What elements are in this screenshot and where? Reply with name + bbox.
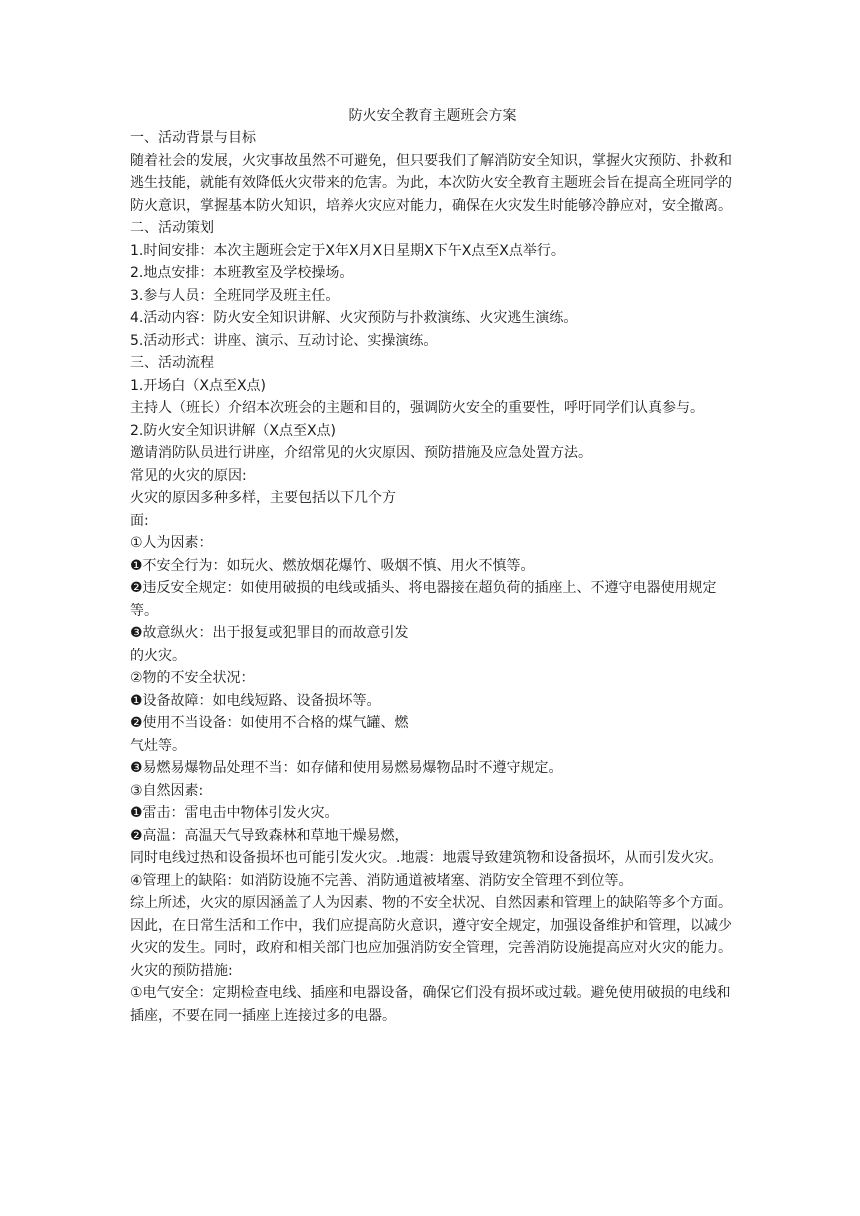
paragraph-background: 随着社会的发展，火灾事故虽然不可避免，但只要我们了解消防安全知识，掌握火灾预防、扑救和逃生技能，就能有效降低火灾带来的危害。为此，本次防火安全教育主题班会旨在提高全班同学的防火意识，掌握基本防火知识，培养火灾应对能力，确保在火灾发生时能够冷静应对，安全撤离。 xyxy=(130,152,732,214)
cause-item: ❷违反安全规定：如使用破损的电线或插头、将电器接在超负荷的插座上、不遵守电器使用规定等。 xyxy=(130,580,717,619)
cause-category-management: ④管理上的缺陷：如消防设施不完善、消防通道被堵塞、消防安全管理不到位等。 xyxy=(130,872,633,889)
cause-item-cont: 同时电线过热和设备损坏也可能引发火灾。.地震：地震导致建筑物和设备损坏，从而引发火灾。 xyxy=(130,850,723,866)
cause-category-objects: ②物的不安全状况： xyxy=(130,670,255,686)
cause-item: ❸易燃易爆物品处理不当：如存储和使用易燃易爆物品时不遵守规定。 xyxy=(130,760,563,776)
process-step-lecture: 2.防火安全知识讲解（X点至X点) xyxy=(130,422,337,439)
plan-item-participants: 3.参与人员：全班同学及班主任。 xyxy=(130,287,340,304)
plan-item-location: 2.地点安排：本班教室及学校操场。 xyxy=(130,265,354,281)
cause-item: ❷使用不当设备：如使用不合格的煤气罐、燃 xyxy=(130,715,409,731)
cause-category-human: ①人为因素： xyxy=(130,535,213,551)
plan-item-format: 5.活动形式：讲座、演示、互动讨论、实操演练。 xyxy=(130,332,438,349)
cause-item-cont: 的火灾。 xyxy=(130,647,186,664)
subheading-prevention: 火灾的预防措施: xyxy=(130,962,233,979)
paragraph-causes-intro: 火灾的原因多种多样，主要包括以下几个方 xyxy=(130,490,396,506)
section-heading-background: 一、活动背景与目标 xyxy=(130,130,256,146)
cause-item: ❷高温：高温天气导致森林和草地干燥易燃， xyxy=(130,827,409,844)
paragraph-opening: 主持人（班长）介绍本次班会的主题和目的，强调防火安全的重要性，呼吁同学们认真参与。 xyxy=(130,400,704,416)
cause-item: ❶设备故障：如电线短路、设备损坏等。 xyxy=(130,692,381,709)
section-heading-planning: 二、活动策划 xyxy=(130,220,214,236)
subheading-causes: 常见的火灾的原因: xyxy=(130,467,247,484)
prevention-item-electrical: ①电气安全：定期检查电线、插座和电器设备，确保它们没有损坏或过载。避免使用破损的电线和插座，不要在同一插座上连接过多的电器。 xyxy=(130,985,731,1024)
document-page xyxy=(130,105,735,1027)
paragraph-summary: 综上所述，火灾的原因涵盖了人为因素、物的不安全状况、自然因素和管理上的缺陷等多个方面。因此，在日常生活和工作中，我们应提高防火意识，遵守安全规定，加强设备维护和管理，以减少火灾的发生。同时，政府和相关部门也应加强消防安全管理，完善消防设施提高应对火灾的能力。 xyxy=(130,895,732,956)
plan-item-time: 1.时间安排：本次主题班会定于X年X月X日星期X下午X点至X点举行。 xyxy=(130,242,565,259)
paragraph-lecture: 邀请消防队员进行讲座，介绍常见的火灾原因、预防措施及应急处置方法。 xyxy=(130,445,592,461)
cause-category-natural: ③自然因素: xyxy=(130,782,204,799)
paragraph-causes-intro-cont: 面: xyxy=(130,512,149,529)
cause-item: ❸故意纵火：出于报复或犯罪目的而故意引发 xyxy=(130,625,409,641)
cause-item-cont: 气灶等。 xyxy=(130,737,186,754)
process-step-opening: 1.开场白（X点至X点) xyxy=(130,377,267,394)
plan-item-content: 4.活动内容：防火安全知识讲解、火灾预防与扑救演练、火灾逃生演练。 xyxy=(130,310,578,326)
document-body xyxy=(130,127,735,1027)
document-title: 防火安全教育主题班会方案 xyxy=(348,108,517,124)
cause-item: ❶雷击：雷电击中物体引发火灾。 xyxy=(130,805,339,821)
section-heading-process: 三、活动流程 xyxy=(130,355,214,371)
cause-item: ❶不安全行为：如玩火、燃放烟花爆竹、吸烟不慎、用火不慎等。 xyxy=(130,557,535,574)
